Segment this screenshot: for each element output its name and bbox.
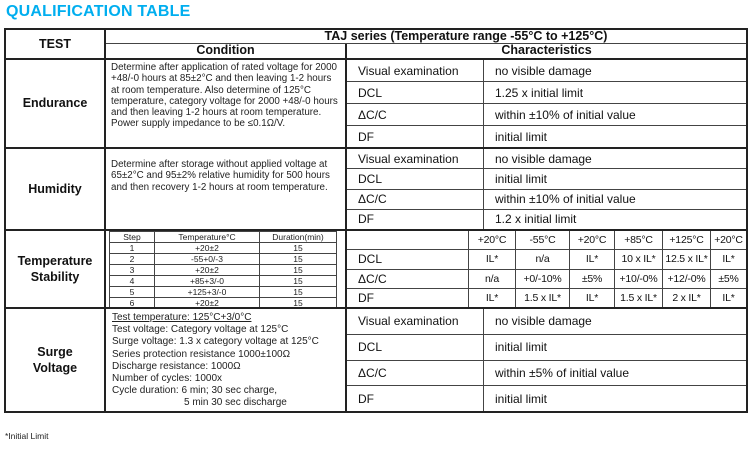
step-duration: 15 (260, 254, 337, 265)
characteristic-value: no visible damage (495, 63, 592, 78)
characteristic-label: DCL (347, 82, 484, 103)
table-row (347, 385, 746, 411)
matrix-value: +12/-0% (662, 270, 710, 288)
step-temperature: +20±2 (155, 243, 260, 254)
matrix-value: IL* (569, 289, 614, 307)
steps-header-duration: Duration(min) (260, 232, 337, 243)
characteristic-label: DF (347, 386, 484, 411)
characteristic-value: no visible damage (495, 151, 592, 166)
step-duration: 15 (260, 243, 337, 254)
table-row (347, 209, 746, 229)
steps-header-temperature: Temperature°C (155, 232, 260, 243)
temp-stability-test-label: Temperature Stability (17, 253, 93, 284)
step-number: 5 (110, 287, 155, 298)
condition-line: Test voltage: Category voltage at 125°C (112, 324, 289, 336)
surge-test-label: Surge Voltage (32, 344, 78, 375)
matrix-col-header: +20°C (468, 231, 515, 249)
matrix-col-header: +125°C (662, 231, 710, 249)
table-row (347, 60, 746, 81)
surge-condition-cell (106, 309, 347, 411)
characteristic-value: within ±10% of initial value (495, 107, 636, 122)
characteristic-label: DF (347, 210, 484, 229)
table-row (110, 232, 337, 243)
characteristics-header: Characteristics (501, 43, 592, 57)
table-row (347, 309, 746, 334)
surge-condition-text (106, 309, 345, 410)
characteristic-value: within ±10% of initial value (495, 192, 636, 207)
matrix-value: IL* (710, 289, 746, 307)
characteristic-label: Visual examination (347, 149, 484, 168)
table-row (347, 103, 746, 125)
characteristic-label: DF (347, 126, 484, 147)
table-row (347, 269, 746, 288)
endurance-test-label: Endurance (22, 96, 88, 111)
humidity-condition-text: Determine after storage without applied voltage at 65±2°C and 95±2% relative humidity for 500 hours and then recovery 1-2 hours at room temperature. (111, 159, 330, 193)
step-number: 4 (110, 276, 155, 287)
matrix-empty-label (347, 231, 468, 249)
step-duration: 15 (260, 287, 337, 298)
condition-line: Series protection resistance 1000±100Ω (112, 348, 291, 360)
table-row (347, 125, 746, 147)
temp-stability-matrix (347, 231, 746, 307)
condition-line: Cycle duration: 6 min; 30 sec charge, (112, 385, 278, 397)
surge-voltage-section (6, 307, 746, 411)
test-column-header: TEST (6, 30, 106, 58)
characteristic-value: no visible damage (495, 314, 592, 329)
temperature-stability-section (6, 229, 746, 307)
condition-line: Discharge resistance: 1000Ω (112, 360, 241, 372)
matrix-value: 12.5 x IL* (662, 250, 710, 268)
series-header: TAJ series (Temperature range -55°C to +125°C) (106, 30, 746, 44)
characteristic-label: ΔC/C (347, 361, 484, 386)
sub-header-row (106, 44, 746, 58)
humidity-characteristics (347, 149, 746, 229)
step-temperature: -55+0/-3 (155, 254, 260, 265)
matrix-header-row (347, 231, 746, 249)
step-temperature: +85+3/-0 (155, 276, 260, 287)
characteristic-label: DCL (347, 335, 484, 360)
endurance-condition-text: Determine after application of rated voltage for 2000 +48/-0 hours at 85±2°C and then leaving 1-2 hours at room temperature. Also determine of 125°C temperature, category voltage for 2000 +48/-0 hours and then leaving 1-2 hours at room temperature. Power supply impedance to be ≤0.1Ω/V. (111, 62, 338, 130)
header-right (106, 30, 746, 58)
page-title: QUALIFICATION TABLE (6, 3, 191, 20)
step-duration: 15 (260, 276, 337, 287)
endurance-test-cell (6, 60, 106, 147)
characteristic-value: 1.25 x initial limit (495, 85, 584, 100)
step-number: 6 (110, 298, 155, 308)
step-number: 1 (110, 243, 155, 254)
temp-stability-test-cell (6, 231, 106, 307)
matrix-value: IL* (468, 250, 515, 268)
matrix-value: IL* (569, 250, 614, 268)
step-number: 2 (110, 254, 155, 265)
step-temperature: +125+3/-0 (155, 287, 260, 298)
table-row (110, 265, 337, 276)
steps-header-step: Step (110, 232, 155, 243)
humidity-test-label: Humidity (28, 181, 82, 196)
table-row (347, 81, 746, 103)
matrix-value: +0/-10% (515, 270, 569, 288)
table-row (110, 254, 337, 265)
table-row (110, 243, 337, 254)
characteristic-value: within ±5% of initial value (495, 365, 629, 380)
table-row (347, 249, 746, 268)
matrix-value: 1.5 x IL* (515, 289, 569, 307)
characteristic-label: ΔC/C (347, 104, 484, 125)
characteristic-value: initial limit (495, 129, 548, 144)
temp-stability-condition-cell (106, 231, 347, 307)
table-row (110, 298, 337, 308)
table-header (6, 30, 746, 58)
surge-characteristics (347, 309, 746, 411)
table-row (110, 287, 337, 298)
table-row (347, 288, 746, 307)
humidity-section (6, 147, 746, 229)
surge-test-cell (6, 309, 106, 411)
step-temperature: +20±2 (155, 265, 260, 276)
matrix-value: 1.5 x IL* (614, 289, 662, 307)
endurance-section (6, 58, 746, 147)
characteristic-label: DF (358, 290, 374, 305)
characteristic-label: ΔC/C (358, 271, 387, 286)
matrix-value: IL* (710, 250, 746, 268)
matrix-col-header: -55°C (515, 231, 569, 249)
matrix-value: n/a (468, 270, 515, 288)
matrix-col-header: +85°C (614, 231, 662, 249)
characteristic-label: DCL (347, 169, 484, 188)
table-row (347, 334, 746, 360)
step-duration: 15 (260, 265, 337, 276)
step-number: 3 (110, 265, 155, 276)
characteristic-label: Visual examination (347, 309, 484, 334)
table-row (347, 189, 746, 209)
temperature-steps-table (109, 231, 337, 307)
condition-line: 5 min 30 sec discharge (184, 397, 287, 409)
endurance-condition-cell (106, 60, 347, 147)
condition-header: Condition (106, 44, 347, 58)
step-temperature: +20±2 (155, 298, 260, 308)
characteristic-value: initial limit (495, 391, 548, 406)
qualification-table (4, 28, 748, 413)
characteristic-label: ΔC/C (347, 190, 484, 209)
table-row (347, 168, 746, 188)
matrix-col-header: +20°C (710, 231, 746, 249)
characteristic-label: Visual examination (347, 60, 484, 81)
matrix-value: +10/-0% (614, 270, 662, 288)
matrix-value: 10 x IL* (614, 250, 662, 268)
condition-line: Test temperature: 125°C+3/0°C (112, 312, 252, 323)
matrix-col-header: +20°C (569, 231, 614, 249)
condition-line: Surge voltage: 1.3 x category voltage at 125°C (112, 336, 319, 348)
matrix-value: ±5% (710, 270, 746, 288)
matrix-value: n/a (515, 250, 569, 268)
characteristic-value: 1.2 x initial limit (495, 212, 577, 227)
humidity-test-cell (6, 149, 106, 229)
step-duration: 15 (260, 298, 337, 308)
table-row (347, 360, 746, 386)
characteristic-label: DCL (358, 252, 383, 267)
footnote: *Initial Limit (5, 431, 49, 441)
characteristic-value: initial limit (495, 171, 548, 186)
condition-line: Number of cycles: 1000x (112, 373, 223, 385)
matrix-value: 2 x IL* (662, 289, 710, 307)
humidity-condition-cell (106, 149, 347, 229)
characteristic-value: initial limit (495, 340, 548, 355)
endurance-characteristics (347, 60, 746, 147)
table-row (110, 276, 337, 287)
matrix-value: IL* (468, 289, 515, 307)
table-row (347, 149, 746, 168)
matrix-value: ±5% (569, 270, 614, 288)
